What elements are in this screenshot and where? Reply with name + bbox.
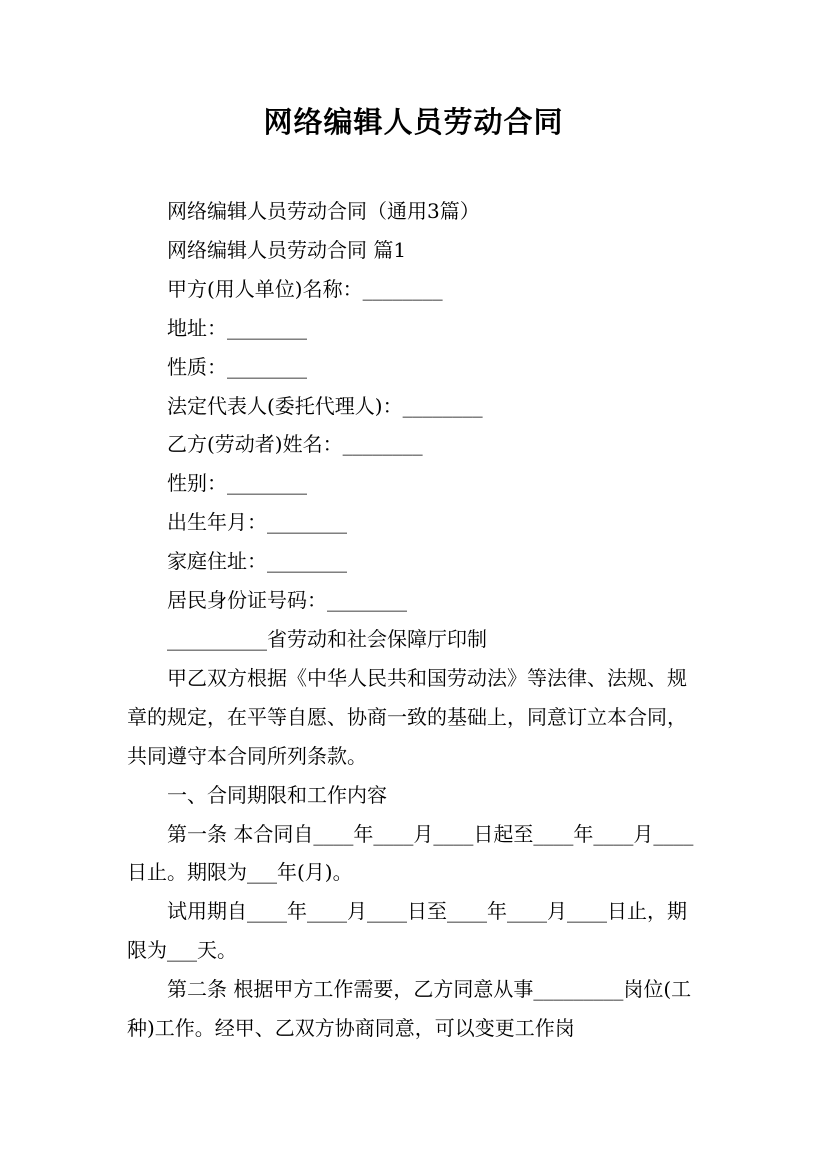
field-id-number: 居民身份证号码：________ bbox=[167, 588, 407, 613]
field-address: 地址：________ bbox=[167, 315, 307, 340]
paragraph-subtitle: 网络编辑人员劳动合同（通用3篇） bbox=[167, 199, 480, 223]
field-employer-name: 甲方(用人单位)名称：________ bbox=[167, 276, 443, 301]
field-birth-date: 出生年月：________ bbox=[167, 510, 347, 535]
document-body bbox=[127, 192, 705, 1048]
paragraph-printed-by: __________省劳动和社会保障厅印制 bbox=[167, 626, 487, 651]
paragraph-chapter-heading: 一、合同期限和工作内容 bbox=[167, 782, 387, 807]
field-legal-representative: 法定代表人(委托代理人)：________ bbox=[167, 393, 483, 418]
paragraph-section-heading: 网络编辑人员劳动合同 篇1 bbox=[167, 237, 407, 262]
paragraph-article-1: 第一条 本合同自____年____月____日起至____年____月____日止。期限为___年(月)。 bbox=[127, 821, 694, 885]
paragraph-article-2: 第二条 根据甲方工作需要，乙方同意从事_________岗位(工种)工作。经甲、乙双方协商同意，可以变更工作岗 bbox=[127, 977, 692, 1041]
field-nature: 性质：________ bbox=[167, 354, 307, 379]
document-title: 网络编辑人员劳动合同 bbox=[263, 105, 564, 139]
field-gender: 性别：________ bbox=[167, 471, 307, 496]
paragraph-preamble: 甲乙双方根据《中华人民共和国劳动法》等法律、法规、规章的规定，在平等自愿、协商一致的基础上，同意订立本合同，共同遵守本合同所列条款。 bbox=[127, 665, 687, 768]
field-employee-name: 乙方(劳动者)姓名：________ bbox=[167, 432, 423, 457]
paragraph-probation: 试用期自____年____月____日至____年____月____日止，期限为___天。 bbox=[127, 899, 687, 963]
field-home-address: 家庭住址：________ bbox=[167, 549, 347, 574]
